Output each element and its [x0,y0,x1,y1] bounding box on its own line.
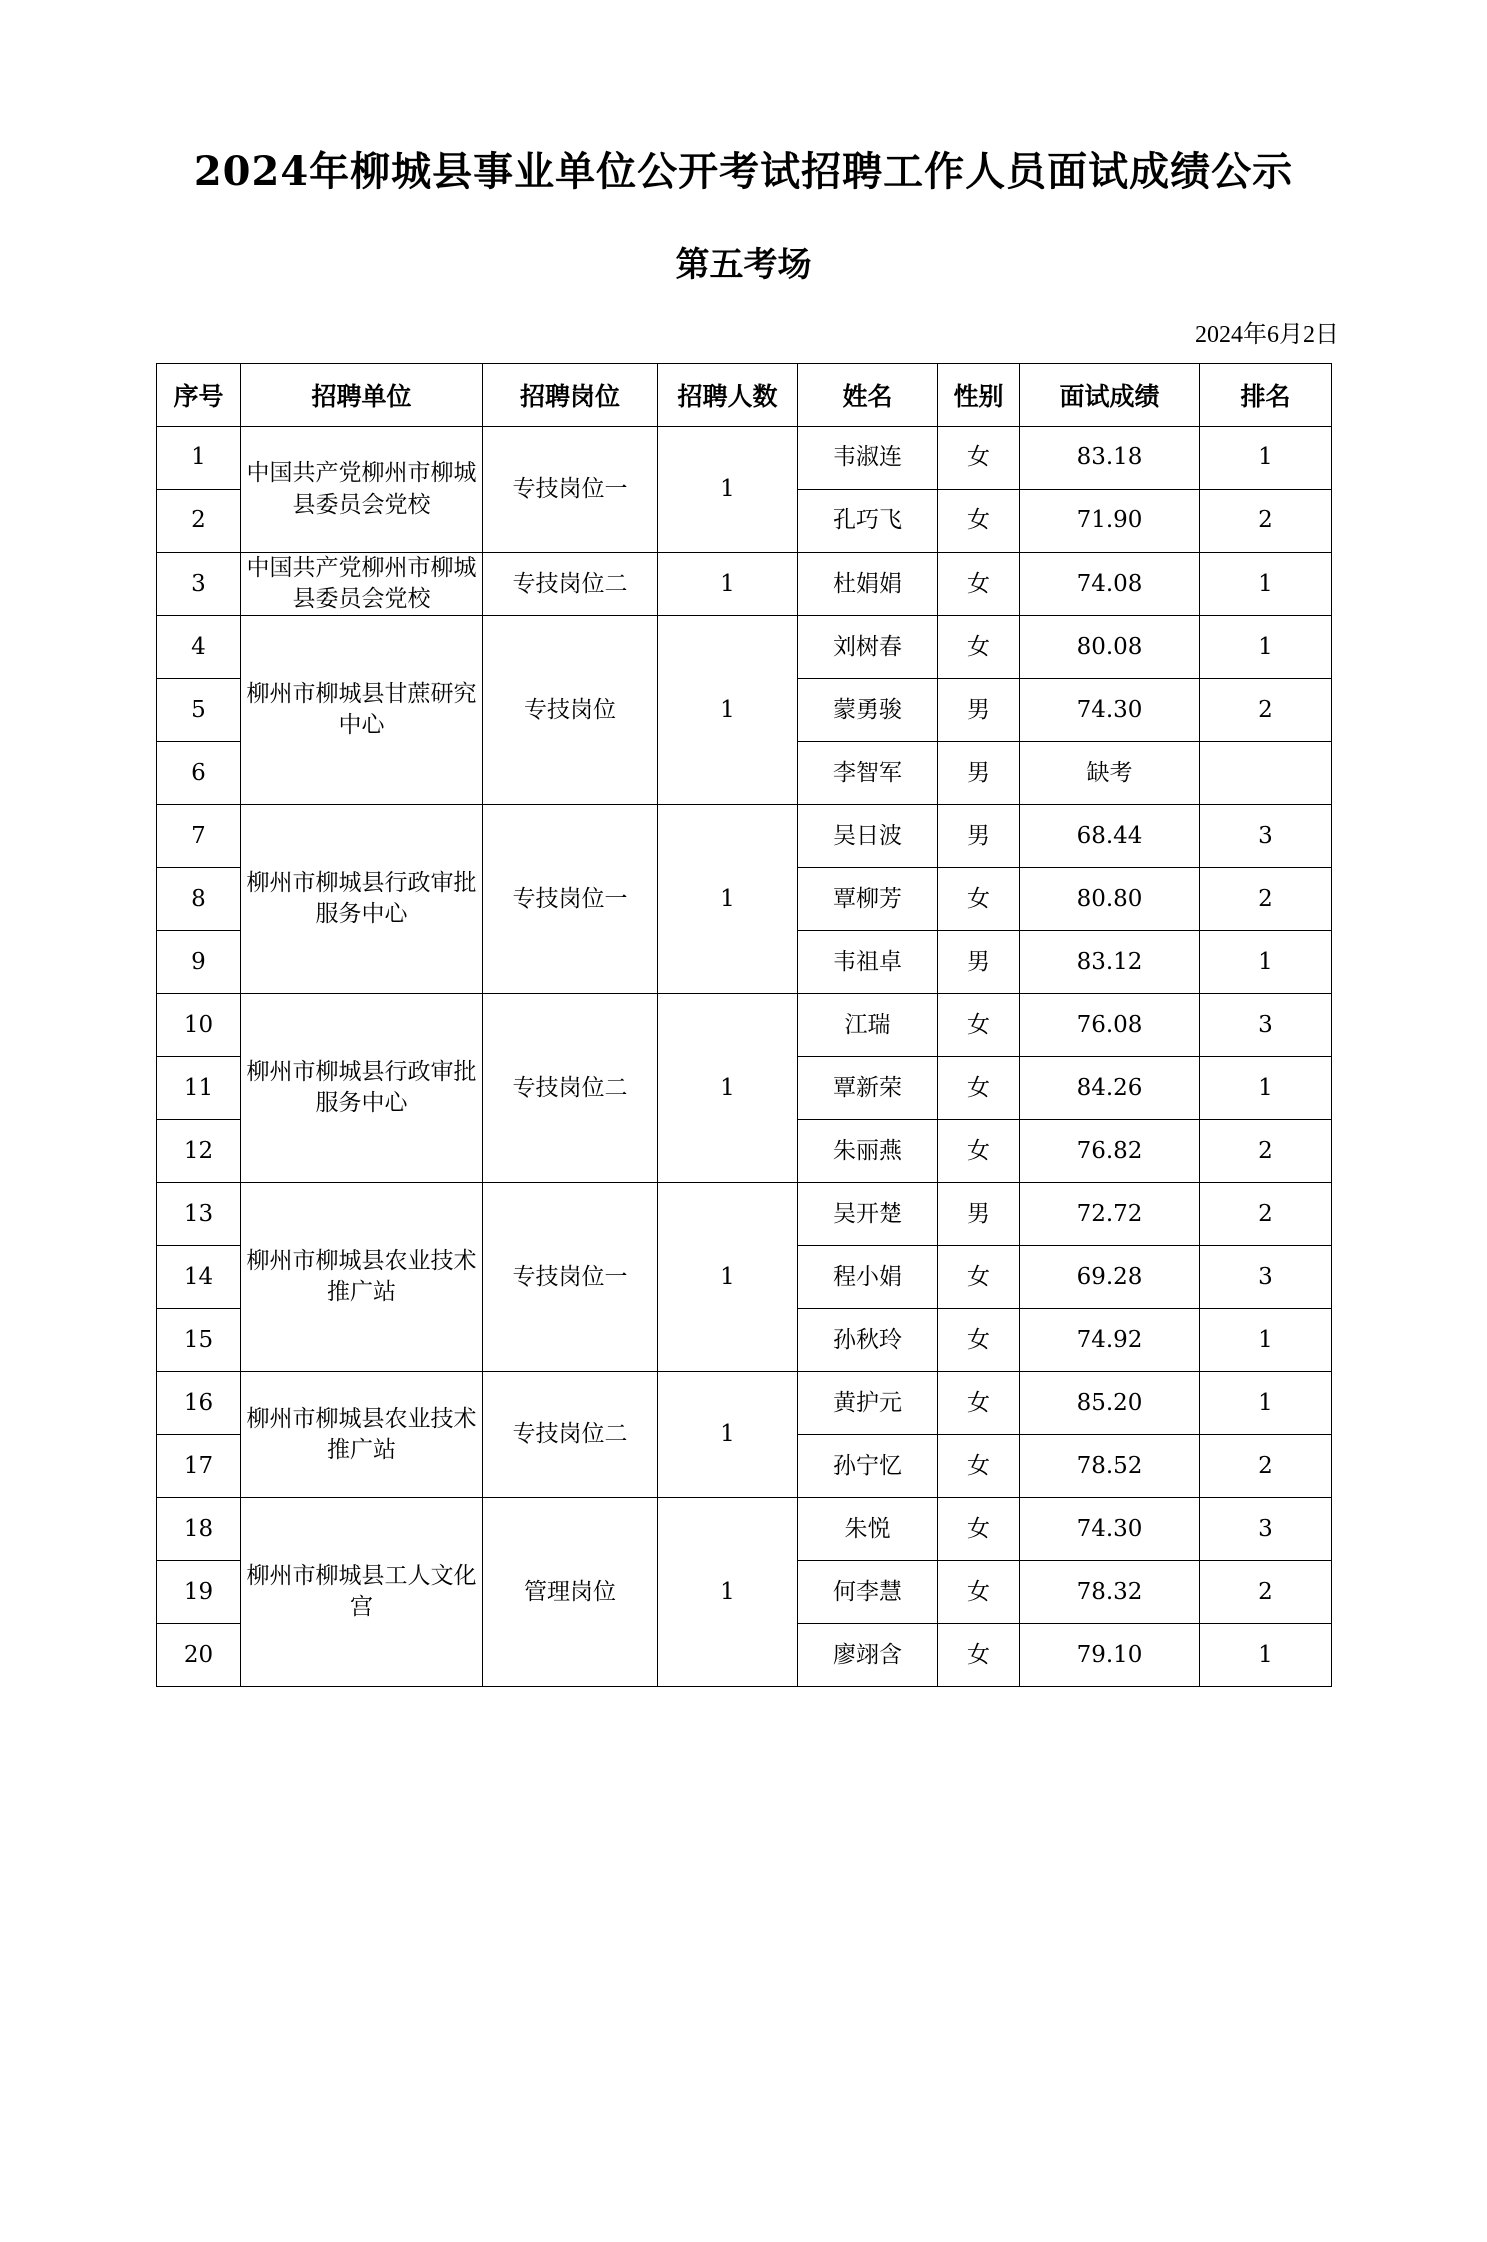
cell-name: 刘树春 [798,616,938,679]
cell-seq: 2 [157,490,241,553]
cell-name: 覃柳芳 [798,868,938,931]
cell-count: 1 [658,1498,798,1687]
cell-seq: 13 [157,1183,241,1246]
cell-sex: 女 [938,1435,1020,1498]
header-rank: 排名 [1200,364,1332,427]
cell-score: 68.44 [1020,805,1200,868]
cell-name: 朱丽燕 [798,1120,938,1183]
cell-rank: 1 [1200,931,1332,994]
cell-rank: 3 [1200,1246,1332,1309]
cell-seq: 10 [157,994,241,1057]
cell-score: 84.26 [1020,1057,1200,1120]
cell-post: 专技岗位一 [483,1183,658,1372]
cell-score: 79.10 [1020,1624,1200,1687]
cell-post: 专技岗位二 [483,553,658,616]
cell-rank: 2 [1200,490,1332,553]
cell-seq: 8 [157,868,241,931]
cell-rank: 3 [1200,805,1332,868]
cell-sex: 女 [938,427,1020,490]
header-count: 招聘人数 [658,364,798,427]
table-body [157,427,1332,1687]
cell-post: 专技岗位 [483,616,658,805]
cell-sex: 女 [938,868,1020,931]
cell-count: 1 [658,427,798,553]
cell-unit: 柳州市柳城县工人文化宫 [241,1498,483,1687]
cell-count: 1 [658,805,798,994]
table-header [157,364,1332,427]
page-subtitle: 第五考场 [675,245,812,285]
cell-sex: 男 [938,1183,1020,1246]
header-unit: 招聘单位 [241,364,483,427]
cell-name: 黄护元 [798,1372,938,1435]
cell-rank: 1 [1200,1624,1332,1687]
cell-score: 76.82 [1020,1120,1200,1183]
cell-name: 杜娟娟 [798,553,938,616]
cell-post: 专技岗位一 [483,427,658,553]
cell-rank: 2 [1200,1120,1332,1183]
cell-sex: 男 [938,742,1020,805]
cell-sex: 男 [938,931,1020,994]
cell-seq: 6 [157,742,241,805]
cell-rank: 2 [1200,1183,1332,1246]
cell-name: 程小娟 [798,1246,938,1309]
cell-score: 69.28 [1020,1246,1200,1309]
cell-score: 74.30 [1020,679,1200,742]
cell-seq: 12 [157,1120,241,1183]
cell-sex: 女 [938,1561,1020,1624]
cell-post: 专技岗位一 [483,805,658,994]
cell-score: 71.90 [1020,490,1200,553]
cell-rank: 1 [1200,1372,1332,1435]
cell-rank: 3 [1200,1498,1332,1561]
cell-unit: 柳州市柳城县农业技术推广站 [241,1183,483,1372]
cell-unit: 中国共产党柳州市柳城县委员会党校 [241,427,483,553]
cell-sex: 女 [938,1309,1020,1372]
table-row [157,1372,1332,1435]
cell-rank: 2 [1200,679,1332,742]
cell-name: 韦淑连 [798,427,938,490]
cell-score: 78.32 [1020,1561,1200,1624]
cell-sex: 女 [938,1498,1020,1561]
cell-unit: 柳州市柳城县行政审批服务中心 [241,994,483,1183]
header-score: 面试成绩 [1020,364,1200,427]
cell-score: 缺考 [1020,742,1200,805]
cell-name: 吴日波 [798,805,938,868]
cell-seq: 15 [157,1309,241,1372]
cell-score: 74.92 [1020,1309,1200,1372]
header-seq: 序号 [157,364,241,427]
cell-name: 江瑞 [798,994,938,1057]
cell-sex: 女 [938,1372,1020,1435]
cell-name: 覃新荣 [798,1057,938,1120]
cell-sex: 女 [938,1120,1020,1183]
cell-rank: 3 [1200,994,1332,1057]
cell-unit: 柳州市柳城县农业技术推广站 [241,1372,483,1498]
cell-post: 管理岗位 [483,1498,658,1687]
cell-post: 专技岗位二 [483,1372,658,1498]
cell-score: 80.80 [1020,868,1200,931]
cell-seq: 17 [157,1435,241,1498]
cell-count: 1 [658,1183,798,1372]
cell-seq: 18 [157,1498,241,1561]
cell-count: 1 [658,1372,798,1498]
cell-seq: 19 [157,1561,241,1624]
results-table-wrapper [156,363,1331,1687]
cell-sex: 女 [938,616,1020,679]
cell-seq: 11 [157,1057,241,1120]
cell-count: 1 [658,994,798,1183]
cell-seq: 14 [157,1246,241,1309]
cell-count: 1 [658,616,798,805]
results-table [156,363,1332,1687]
cell-sex: 男 [938,679,1020,742]
cell-rank: 2 [1200,1435,1332,1498]
cell-name: 李智军 [798,742,938,805]
cell-score: 80.08 [1020,616,1200,679]
table-row [157,553,1332,616]
cell-seq: 3 [157,553,241,616]
cell-rank [1200,742,1332,805]
cell-seq: 1 [157,427,241,490]
document-page [0,140,1487,2242]
cell-rank: 1 [1200,1309,1332,1372]
table-row [157,994,1332,1057]
cell-name: 韦祖卓 [798,931,938,994]
cell-name: 何李慧 [798,1561,938,1624]
table-row [157,1498,1332,1561]
table-row [157,616,1332,679]
cell-score: 83.18 [1020,427,1200,490]
cell-rank: 2 [1200,868,1332,931]
cell-score: 74.08 [1020,553,1200,616]
cell-score: 72.72 [1020,1183,1200,1246]
cell-score: 74.30 [1020,1498,1200,1561]
cell-rank: 1 [1200,553,1332,616]
cell-name: 孔巧飞 [798,490,938,553]
cell-unit: 中国共产党柳州市柳城县委员会党校 [241,553,483,616]
header-post: 招聘岗位 [483,364,658,427]
cell-unit: 柳州市柳城县行政审批服务中心 [241,805,483,994]
cell-seq: 16 [157,1372,241,1435]
cell-unit: 柳州市柳城县甘蔗研究中心 [241,616,483,805]
publish-date: 2024年6月2日 [1195,322,1339,348]
cell-rank: 2 [1200,1561,1332,1624]
cell-sex: 女 [938,1057,1020,1120]
cell-score: 76.08 [1020,994,1200,1057]
cell-sex: 女 [938,1246,1020,1309]
cell-seq: 5 [157,679,241,742]
header-sex: 性别 [938,364,1020,427]
cell-score: 85.20 [1020,1372,1200,1435]
cell-name: 蒙勇骏 [798,679,938,742]
table-row [157,427,1332,490]
cell-name: 朱悦 [798,1498,938,1561]
cell-name: 廖翊含 [798,1624,938,1687]
cell-rank: 1 [1200,1057,1332,1120]
header-name: 姓名 [798,364,938,427]
cell-sex: 女 [938,490,1020,553]
cell-sex: 女 [938,1624,1020,1687]
cell-name: 孙秋玲 [798,1309,938,1372]
cell-sex: 女 [938,553,1020,616]
cell-seq: 7 [157,805,241,868]
page-title: 2024年柳城县事业单位公开考试招聘工作人员面试成绩公示 [193,148,1294,195]
table-header-row [157,364,1332,427]
cell-seq: 20 [157,1624,241,1687]
cell-name: 吴开楚 [798,1183,938,1246]
table-row [157,805,1332,868]
cell-sex: 女 [938,994,1020,1057]
cell-seq: 4 [157,616,241,679]
cell-score: 78.52 [1020,1435,1200,1498]
cell-post: 专技岗位二 [483,994,658,1183]
cell-rank: 1 [1200,427,1332,490]
table-row [157,1183,1332,1246]
cell-rank: 1 [1200,616,1332,679]
cell-count: 1 [658,553,798,616]
cell-sex: 男 [938,805,1020,868]
cell-seq: 9 [157,931,241,994]
cell-score: 83.12 [1020,931,1200,994]
cell-name: 孙宁忆 [798,1435,938,1498]
